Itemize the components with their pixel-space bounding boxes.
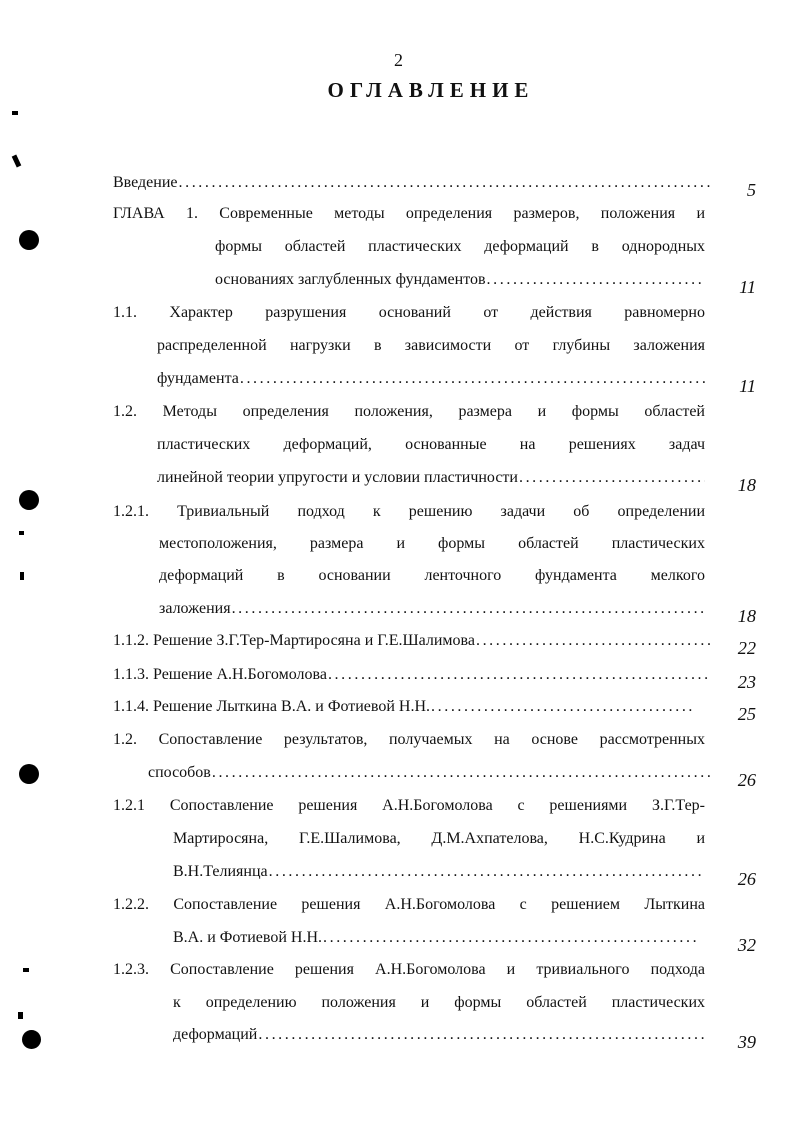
dot-leader: [179, 174, 711, 192]
toc-line: пластических деформаций, основанные на решениях задач: [157, 436, 705, 453]
toc-line: 1.2.2. Сопоставление решения А.Н.Богомолова с решением Лыткина: [113, 896, 705, 913]
scan-speck: [23, 968, 29, 972]
scan-speck: [20, 572, 24, 580]
dot-leader: [487, 271, 705, 289]
scan-speck: [18, 1012, 23, 1019]
toc-line: 1.2.3. Сопоставление решения А.Н.Богомолова и тривиального подхода: [113, 961, 705, 978]
dot-leader: [232, 600, 705, 618]
toc-page-number: 18: [737, 475, 756, 495]
toc-line: линейной теории упругости и условии пластичности . . .: [157, 469, 705, 502]
toc-page-number: 11: [739, 376, 756, 396]
scan-speck: [12, 155, 22, 168]
toc-page-number: 25: [737, 704, 756, 724]
dot-leader: [476, 632, 710, 650]
toc-line: распределенной нагрузки в зависимости от глубины заложения: [157, 337, 705, 354]
toc-line: ГЛАВА 1. Современные методы определения размеров, положения и: [113, 205, 705, 222]
toc-page-number: 39: [737, 1032, 756, 1052]
toc-page-number: 23: [737, 672, 756, 692]
toc-page-number: 32: [737, 935, 756, 955]
toc-line: Мартиросяна, Г.Е.Шалимова, Д.М.Ахпателова, Н.С.Кудрина и: [173, 830, 705, 847]
toc-line: местоположения, размера и формы областей пластических: [159, 535, 705, 552]
toc-line: заложения . . .: [159, 600, 705, 633]
scan-speck: [12, 111, 18, 115]
toc-line: формы областей пластических деформаций в однородных: [215, 238, 705, 255]
toc-line: 1.2. Сопоставление результатов, получаемых на основе рассмотренных: [113, 731, 705, 748]
dot-leader: [240, 370, 705, 388]
dot-leader: [328, 666, 710, 684]
dot-leader: [258, 1026, 705, 1044]
toc-line: способов . . .: [148, 764, 710, 797]
dot-leader: [269, 863, 705, 881]
toc-line: 1.2. Методы определения положения, размера и формы областей: [113, 403, 705, 420]
dot-leader: [431, 698, 696, 716]
toc-page-number: 26: [737, 770, 756, 790]
dot-leader: [323, 929, 698, 947]
binding-hole-mark: [19, 230, 39, 250]
toc-line: деформаций . . .: [173, 1026, 705, 1059]
toc-page-number: 22: [737, 638, 756, 658]
toc-line: В.Н.Телиянца . . .: [173, 863, 705, 896]
binding-hole-mark: [19, 490, 39, 510]
scan-speck: [19, 531, 24, 535]
toc-line: 1.1.4. Решение Лыткина В.А. и Фотиевой Н.Н. . . .: [113, 698, 696, 731]
binding-hole-mark: [19, 764, 39, 784]
toc-line: к определению положения и формы областей пластических: [173, 994, 705, 1011]
toc-line: 1.1. Характер разрушения оснований от действия равномерно: [113, 304, 705, 321]
toc-line: В.А. и Фотиевой Н.Н. . . .: [173, 929, 698, 962]
toc-page-number: 26: [737, 869, 756, 889]
page-number: 2: [394, 50, 403, 70]
toc-line: 1.1.2. Решение З.Г.Тер-Мартиросяна и Г.Е.Шалимова . . .: [113, 632, 710, 665]
dot-leader: [519, 469, 705, 487]
toc-line: 1.1.3. Решение А.Н.Богомолова . . .: [113, 666, 710, 699]
toc-page-number: 11: [739, 277, 756, 297]
toc-line: Введение . . .: [113, 174, 710, 207]
binding-hole-mark: [22, 1030, 41, 1049]
toc-page-number: 5: [746, 180, 756, 200]
toc-line: деформаций в основании ленточного фундамента мелкого: [159, 567, 705, 584]
toc-line: 1.2.1. Тривиальный подход к решению задачи об определении: [113, 503, 705, 520]
toc-page-number: 18: [737, 606, 756, 626]
toc-line: фундамента . . .: [157, 370, 705, 403]
dot-leader: [212, 764, 710, 782]
toc-title: ОГЛАВЛЕНИЕ: [327, 78, 535, 102]
toc-line: 1.2.1 Сопоставление решения А.Н.Богомолова с решениями З.Г.Тер-: [113, 797, 705, 814]
toc-line: основаниях заглубленных фундаментов . . .: [215, 271, 705, 304]
